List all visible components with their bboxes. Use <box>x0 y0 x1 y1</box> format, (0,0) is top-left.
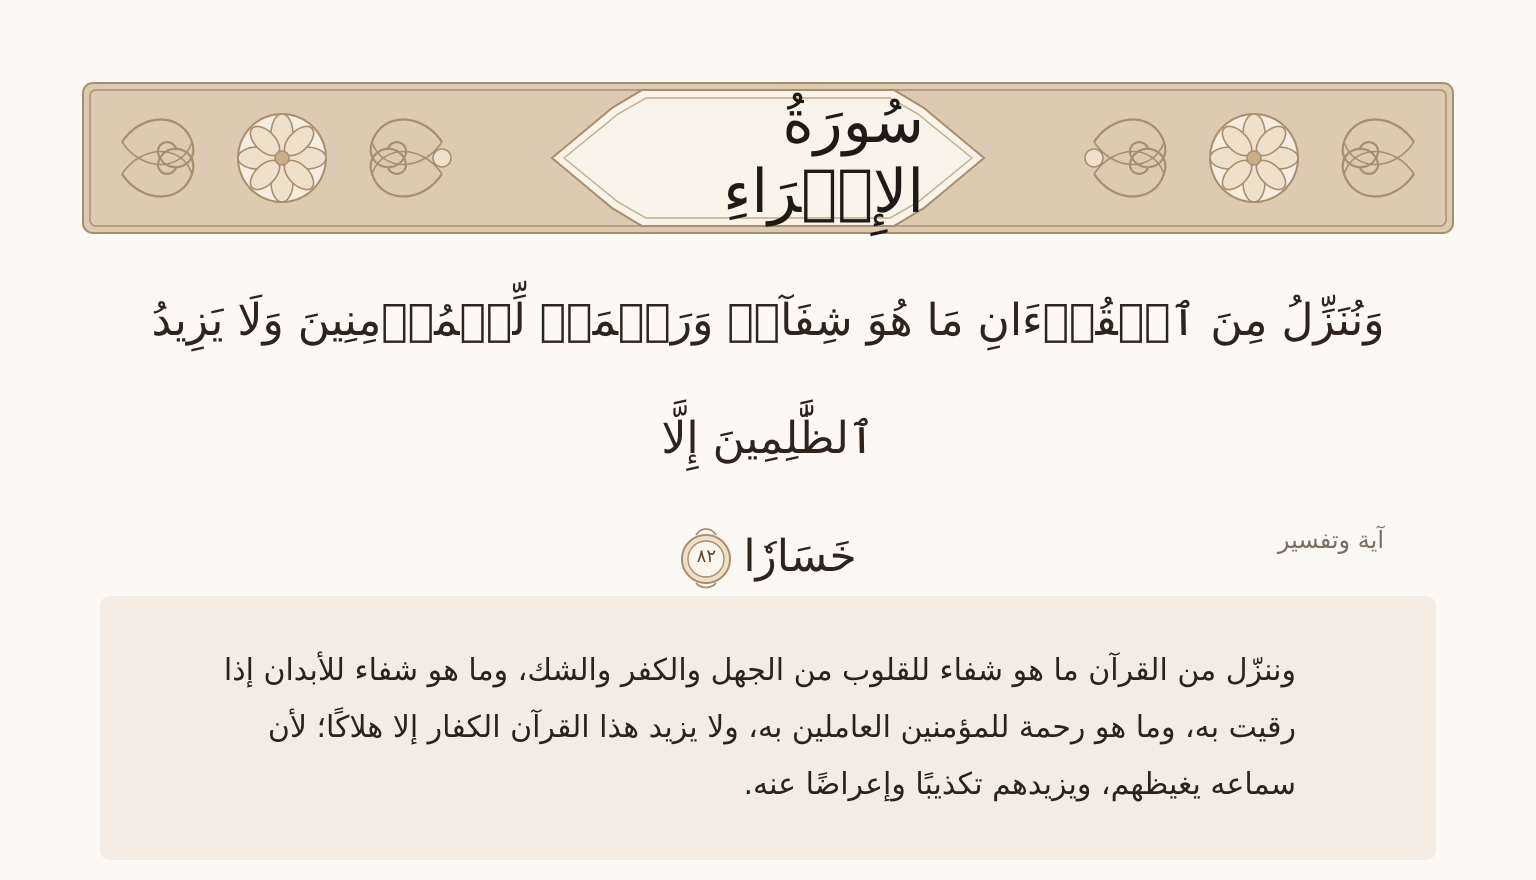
ayah-number: ٨٢ <box>696 546 716 567</box>
surah-header-banner <box>82 82 1454 234</box>
surah-title: سُورَةُ الإِسۡرَاءِ <box>723 87 924 227</box>
ayah-number-marker <box>679 525 733 589</box>
verse-line-2: خَسَارٗا <box>743 531 857 582</box>
tafsir-text: وننزّل من القرآن ما هو شفاء للقلوب من الجهل والكفر والشك، وما هو شفاء للأبدان إذا رقيت به، وما هو رحمة للمؤمنين العاملين به، ولا يزيد هذا القرآن الكفار إلا هلاكًا؛ لأن سماعه يغيظهم، ويزيدهم تكذيبًا وإعراضًا عنه. <box>223 653 1296 802</box>
verse-line-1: وَنُنَزِّلُ مِنَ ٱلۡقُرۡءَانِ مَا هُوَ شِفَآءٞ وَرَحۡمَةٞ لِّلۡمُؤۡمِنِينَ وَلَا يَزِيدُ ٱلظَّٰلِمِينَ إِلَّا <box>151 295 1385 464</box>
tafsir-box <box>100 596 1436 860</box>
verse-text <box>140 262 1396 616</box>
section-label: آية وتفسير <box>1277 526 1384 554</box>
